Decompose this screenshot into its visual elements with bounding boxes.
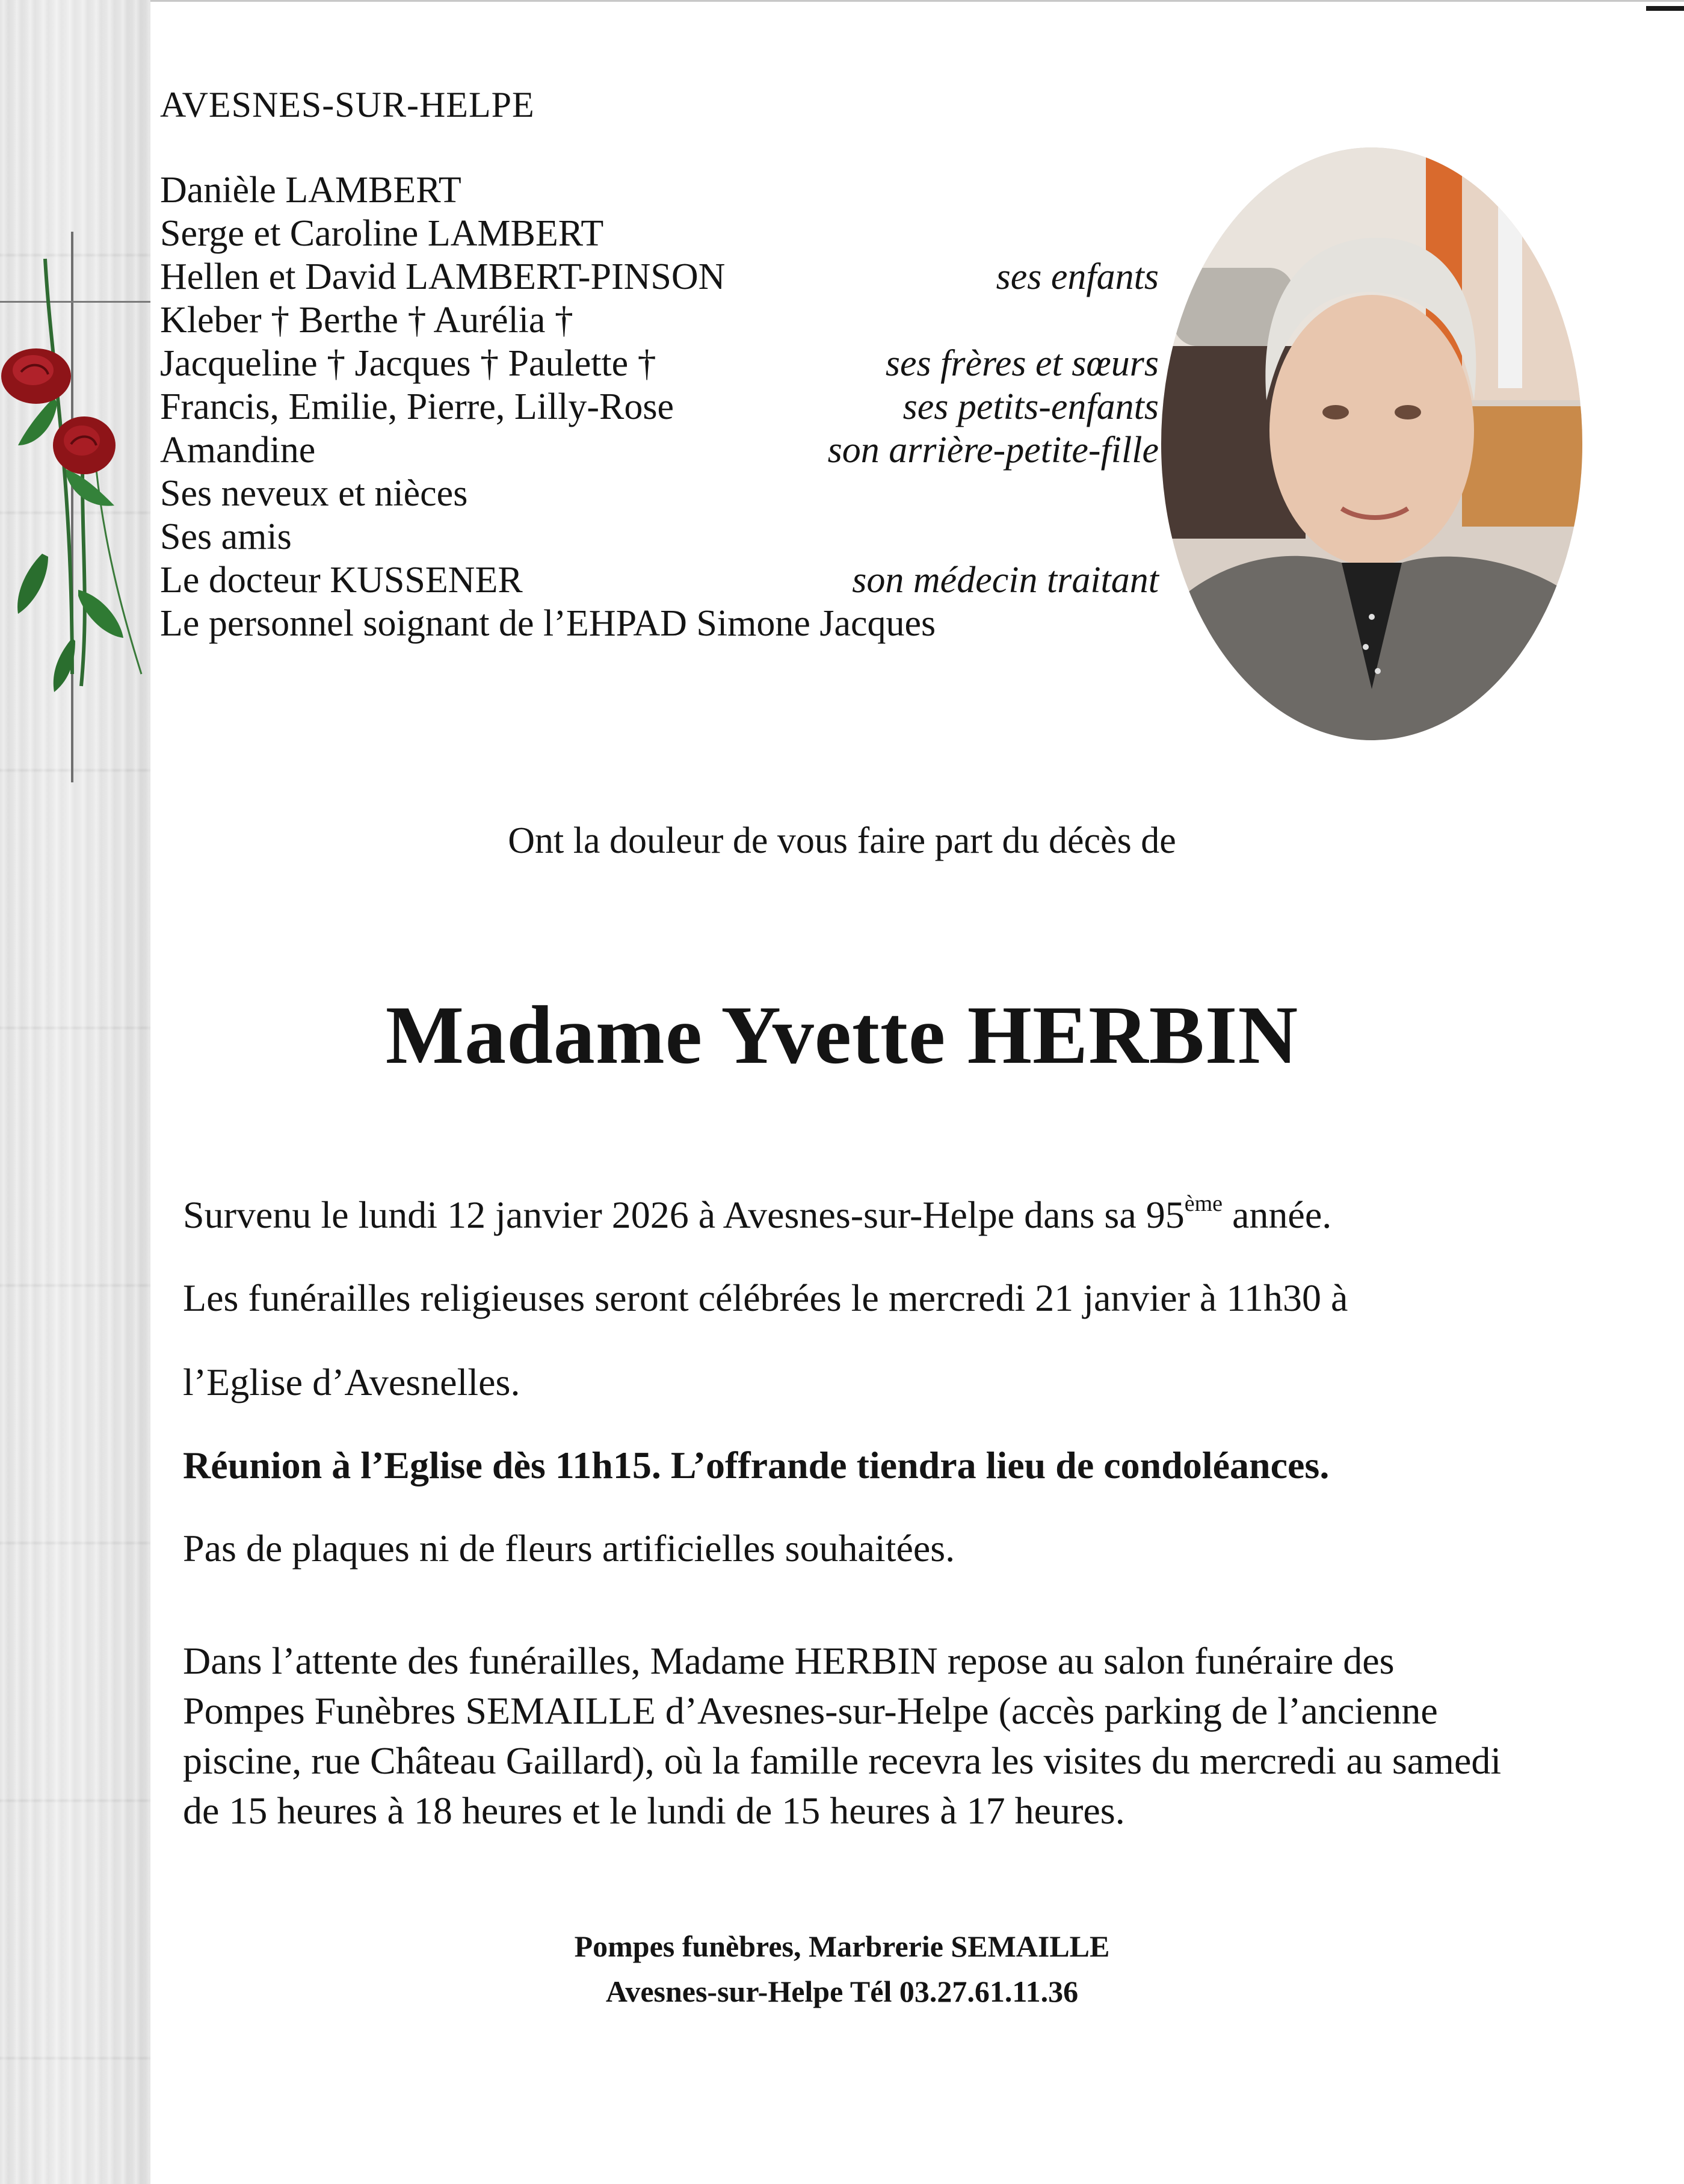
family-relation: son médecin traitant	[852, 560, 1159, 601]
family-row	[160, 385, 1159, 428]
family-relation: son arrière-petite-fille	[827, 430, 1159, 471]
family-row	[160, 602, 1159, 645]
cross-and-roses-decoration	[0, 217, 150, 782]
family-member-name: Kleber † Berthe † Aurélia †	[160, 300, 573, 341]
family-member-name: Hellen et David LAMBERT-PINSON	[160, 256, 726, 297]
family-row	[160, 255, 1159, 299]
portrait-photo	[1161, 147, 1582, 740]
funeral-home-name: Pompes funèbres, Marbrerie SEMAILLE	[574, 1929, 1110, 1963]
place-header: AVESNES-SUR-HELPE	[160, 85, 535, 125]
death-details	[183, 1193, 1331, 1237]
flowers-notice: Pas de plaques ni de fleurs artificielles souhaitées.	[183, 1527, 955, 1570]
family-member-name: Le docteur KUSSENER	[160, 560, 523, 601]
funeral-details-line2: l’Eglise d’Avesnelles.	[183, 1361, 520, 1403]
family-relation: ses frères et sœurs	[885, 343, 1159, 384]
family-relation: ses enfants	[996, 256, 1159, 297]
death-superscript: ème	[1184, 1191, 1223, 1216]
meeting-notice: Réunion à l’Eglise dès 11h15. L’offrande tiendra lieu de condoléances.	[183, 1444, 1330, 1486]
funeral-details-line1: Les funérailles religieuses seront célébrées le mercredi 21 janvier à 11h30 à	[183, 1276, 1348, 1319]
family-member-name: Amandine	[160, 430, 316, 471]
scan-edge-mark	[1646, 6, 1684, 11]
family-member-name: Danièle LAMBERT	[160, 170, 461, 211]
top-border-line	[0, 0, 1684, 2]
announcement-intro: Ont la douleur de vous faire part du décès de	[508, 820, 1176, 861]
portrait-photo-image	[1161, 147, 1582, 740]
family-member-name: Jacqueline † Jacques † Paulette †	[160, 343, 656, 384]
family-list	[160, 169, 1159, 645]
family-row	[160, 472, 1159, 515]
death-text-before: Survenu le lundi 12 janvier 2026 à Avesnes-sur-Helpe dans sa 95	[183, 1193, 1185, 1236]
family-member-name: Ses amis	[160, 516, 292, 557]
family-row	[160, 299, 1159, 342]
family-row	[160, 212, 1159, 255]
family-row	[160, 428, 1159, 472]
cross-icon	[0, 232, 150, 782]
family-member-name: Ses neveux et nièces	[160, 473, 468, 514]
family-member-name: Francis, Emilie, Pierre, Lilly-Rose	[160, 386, 674, 427]
family-row	[160, 169, 1159, 212]
funeral-home-contact: Avesnes-sur-Helpe Tél 03.27.61.11.36	[605, 1975, 1079, 2008]
family-member-name: Le personnel soignant de l’EHPAD Simone Jacques	[160, 603, 936, 644]
family-row	[160, 558, 1159, 602]
death-text-after: année.	[1223, 1193, 1332, 1236]
family-member-name: Serge et Caroline LAMBERT	[160, 213, 604, 254]
deceased-name: Madame Yvette HERBIN	[385, 989, 1299, 1081]
family-relation: ses petits-enfants	[902, 386, 1159, 427]
family-row	[160, 515, 1159, 558]
visitation-details: Dans l’attente des funérailles, Madame HERBIN repose au salon funéraire des Pompes Funèbres SEMAILLE d’Avesnes-sur-Helpe (accès parking de l’ancienne piscine, rue Château Gaillard), où la famille recevra les visites du mercredi au samedi de 15 heures à 18 heures et le lundi de 15 heures à 17 heures.	[183, 1639, 1502, 1832]
family-row	[160, 342, 1159, 385]
